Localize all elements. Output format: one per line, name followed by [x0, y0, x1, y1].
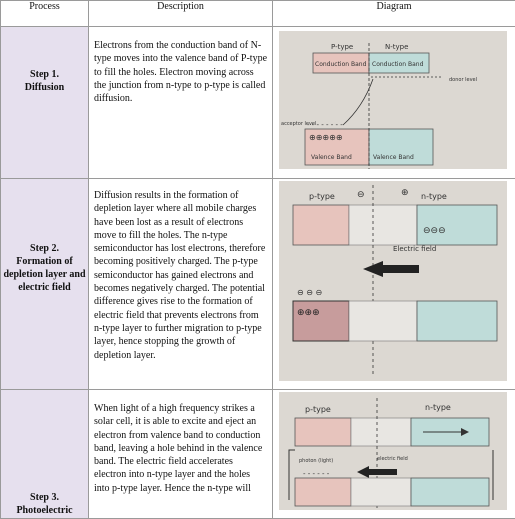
step-name: Diffusion	[2, 81, 87, 94]
electrons-row: - - - - - - - -	[307, 121, 343, 129]
diagram-cell	[273, 27, 515, 179]
n-valence-label: Valence Band	[373, 154, 414, 161]
p-type-label: p-type	[309, 192, 335, 201]
svg-text:⊖⊖⊖: ⊖⊖⊖	[423, 226, 446, 236]
step-number: Step 1.	[2, 68, 87, 81]
table-row	[1, 390, 515, 519]
process-cell	[1, 390, 89, 519]
n-type-label: n-type	[425, 403, 451, 412]
step-name: Formation of depletion layer and electric field	[2, 255, 87, 294]
acceptor-level-label: acceptor level	[281, 121, 316, 127]
photoelectric-diagram	[273, 390, 515, 512]
donor-level-label: donor level	[449, 77, 477, 83]
step-number: Step 3.	[2, 491, 87, 504]
svg-text:⊖ ⊖ ⊖: ⊖ ⊖ ⊖	[297, 288, 322, 297]
electric-field-label: electric field	[377, 456, 408, 462]
description-cell	[89, 179, 273, 390]
step-name: Photoelectric	[2, 504, 87, 517]
header-diagram: Diagram	[273, 1, 515, 27]
diagram-cell	[273, 390, 515, 519]
process-cell	[1, 27, 89, 179]
electric-field-label: Electric field	[393, 245, 436, 253]
diagram-cell	[273, 179, 515, 390]
header-process: Process	[1, 1, 89, 27]
table-row	[1, 179, 515, 390]
holes-row: ⊕⊕⊕⊕⊕	[309, 133, 343, 142]
description-text: Diffusion results in the formation of depletion layer where all mobile charges have been lost as a result of electrons move to fill the holes. The n-type semiconductor has lost electrons, therefore becoming positively charged. The p-type semiconductor has gained electrons and becomes negatively charged. The potential difference gives rise to the formation of electric field that prevents electrons from n-type layer to further migration to p-type layer, hence stopping the growth of depletion layer.	[94, 189, 267, 362]
svg-text:⊕⊕⊕: ⊕⊕⊕	[297, 308, 320, 318]
depletion-diagram	[273, 179, 515, 384]
p-valence-label: Valence Band	[311, 154, 352, 161]
p-conduction-label: Conduction Band	[315, 61, 367, 68]
process-cell	[1, 179, 89, 390]
header-row	[1, 1, 515, 27]
header-description: Description	[89, 1, 273, 27]
n-conduction-label: Conduction Band	[372, 61, 424, 68]
diffusion-diagram	[273, 27, 515, 173]
photon-label: photon (light)	[299, 458, 333, 464]
p-type-label: p-type	[305, 405, 331, 414]
description-cell	[89, 390, 273, 519]
p-type-label: P-type	[331, 43, 353, 51]
step-number: Step 2.	[2, 242, 87, 255]
n-type-label: N-type	[385, 43, 408, 51]
svg-text:- - - - - -: - - - - - -	[303, 470, 330, 478]
n-type-label: n-type	[421, 192, 447, 201]
description-text: When light of a high frequency strikes a solar cell, it is able to excite and eject an electron from valence band to conduction band, leaving a hole behind in the valence band. The electric field accelerates electron into n-type layer and the holes into p-type layer. Hence the n-type will	[94, 402, 267, 495]
description-cell	[89, 27, 273, 179]
description-text: Electrons from the conduction band of N-type moves into the valence band of P-type to fill the holes. Electron moving across the junction from n-type to p-type is called diffusion.	[94, 39, 267, 105]
negative-charge-icon: ⊖	[357, 190, 365, 200]
positive-charge-icon: ⊕	[401, 188, 409, 198]
table-row	[1, 27, 515, 179]
